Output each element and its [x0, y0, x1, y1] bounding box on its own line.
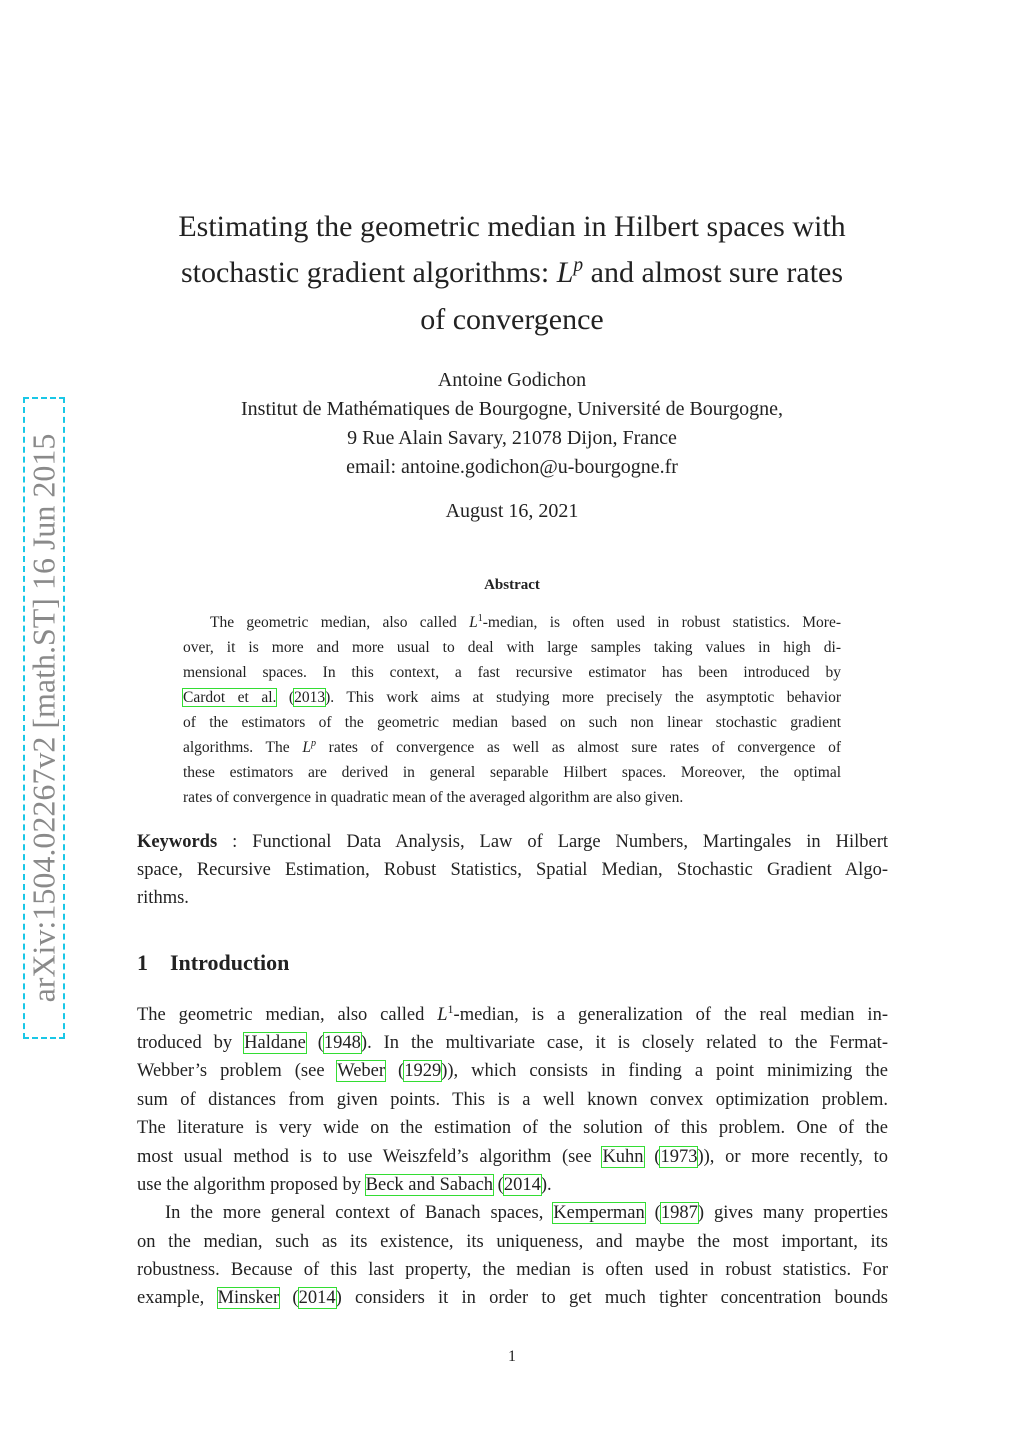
citation-haldane-year[interactable]: 1948 [323, 1033, 361, 1053]
citation-haldane[interactable]: Haldane [244, 1033, 306, 1053]
citation-kemperman-year[interactable]: 1987 [660, 1203, 698, 1223]
title-line-3: of convergence [420, 303, 604, 336]
citation-weber[interactable]: Weber [337, 1061, 386, 1081]
section-number: 1 [137, 950, 148, 975]
author-name: Antoine Godichon [437, 369, 587, 391]
abstract-line-3: mensional spaces. In this context, a fast recursive estimator has been introduced by [183, 664, 841, 681]
intro-line-4: sum of distances from given points. This is a well known convex optimization problem. [137, 1090, 888, 1110]
keywords-label: Keywords [137, 832, 218, 852]
abstract-line-8: rates of convergence in quadratic mean of the averaged algorithm are also given. [183, 789, 684, 806]
citation-kuhn[interactable]: Kuhn [602, 1147, 644, 1167]
intro-line-2: troduced by Haldane (1948). In the multivariate case, it is closely related to the Fermat- [137, 1033, 888, 1053]
intro-p2-line-1: In the more general context of Banach spaces, Kemperman (1987) gives many properties [165, 1203, 888, 1223]
citation-kemperman[interactable]: Kemperman [553, 1203, 645, 1223]
title-line-2: stochastic gradient algorithms: $L^p$ and almost sure rates [180, 255, 844, 289]
abstract-line-4: Cardot et al. (2013). This work aims at studying more precisely the asymptotic behavior [183, 689, 841, 706]
intro-line-7: use the algorithm proposed by Beck and Sabach (2014). [137, 1175, 552, 1195]
citation-weber-year[interactable]: 1929 [404, 1061, 442, 1081]
page-number: 1 [508, 1348, 516, 1365]
author-affiliation: Institut de Mathématiques de Bourgogne, Université de Bourgogne, [241, 398, 783, 420]
section-title: Introduction [170, 950, 290, 975]
citation-cardot-year[interactable]: 2013 [294, 689, 326, 706]
author-email: email: antoine.godichon@u-bourgogne.fr [346, 456, 678, 478]
section-heading [137, 950, 289, 976]
citation-beck-sabach-year[interactable]: 2014 [503, 1175, 541, 1195]
date: August 16, 2021 [445, 500, 579, 522]
abstract-line-5: of the estimators of the geometric median based on such non linear stochastic gradient [183, 714, 841, 731]
abstract-line-6: algorithms. The $L^p$ rates of convergence as well as almost sure rates of convergence of [183, 737, 841, 756]
title-line-1: Estimating the geometric median in Hilbert spaces with [178, 210, 846, 243]
intro-p2-line-2: on the median, such as its existence, its uniqueness, and maybe the most important, its [137, 1232, 888, 1252]
intro-line-3: Webber’s problem (see Weber (1929)), which consists in finding a point minimizing the [137, 1061, 888, 1081]
abstract-line-7: these estimators are derived in general separable Hilbert spaces. Moreover, the optimal [183, 764, 841, 781]
arxiv-stamp-text: arXiv:1504.02267v2 [math.ST] 16 Jun 2015 [25, 433, 62, 1003]
abstract-line-2: over, it is more and more usual to deal with large samples taking values in high di- [183, 639, 841, 656]
intro-line-1: The geometric median, also called $L^1$-median, is a generalization of the real median in- [137, 1001, 888, 1025]
arxiv-stamp[interactable] [23, 397, 65, 1039]
abstract-line-1: The geometric median, also called $L^1$-median, is often used in robust statistics. More- [210, 612, 841, 631]
intro-p2-line-4: example, Minsker (2014) considers it in order to get much tighter concentration bounds [137, 1288, 888, 1308]
abstract-heading: Abstract [484, 577, 540, 593]
keywords-line-2: space, Recursive Estimation, Robust Statistics, Spatial Median, Stochastic Gradient Algo- [137, 860, 888, 880]
intro-line-5: The literature is very wide on the estimation of the solution of this problem. One of the [137, 1118, 888, 1138]
intro-line-6: most usual method is to use Weiszfeld’s algorithm (see Kuhn (1973)), or more recently, to [137, 1147, 888, 1167]
citation-minsker[interactable]: Minsker [217, 1288, 280, 1308]
citation-kuhn-year[interactable]: 1973 [660, 1147, 698, 1167]
citation-cardot[interactable]: Cardot et al. [183, 689, 277, 706]
author-address: 9 Rue Alain Savary, 21078 Dijon, France [347, 427, 677, 449]
citation-beck-sabach[interactable]: Beck and Sabach [365, 1175, 494, 1195]
citation-minsker-year[interactable]: 2014 [298, 1288, 336, 1308]
keywords-line-3: rithms. [137, 888, 189, 908]
keywords-line-1: Keywords : Functional Data Analysis, Law of Large Numbers, Martingales in Hilbert [137, 832, 888, 852]
intro-p2-line-3: robustness. Because of this last property, the median is often used in robust statistics. For [137, 1260, 888, 1280]
